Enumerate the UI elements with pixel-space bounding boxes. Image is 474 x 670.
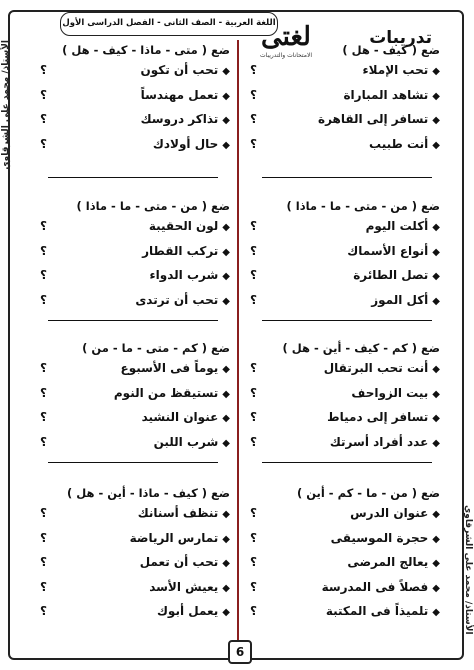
question-item: ◆أكل الموز ؟ (250, 288, 440, 313)
column-divider (237, 40, 239, 640)
exercise-instruction: ضع ( كم - كيف - أين - هل ) (282, 341, 440, 355)
question-item: ◆حجرة الموسيقى ؟ (250, 526, 440, 551)
question-item: ◆عنوان النشيد ؟ (40, 405, 230, 430)
diamond-bullet-icon: ◆ (222, 364, 230, 375)
question-item: ◆تلميذاً فى المكتبة ؟ (250, 599, 440, 624)
diamond-bullet-icon: ◆ (432, 295, 440, 307)
diamond-bullet-icon: ◆ (222, 509, 230, 520)
question-item: ◆حال أولادك ؟ (40, 132, 230, 157)
question-item: ◆أنواع الأسماك ؟ (250, 239, 440, 264)
question-item: ◆شرب الدواء ؟ (40, 263, 230, 288)
diamond-bullet-icon: ◆ (222, 558, 230, 569)
question-item: ◆أنت تحب البرتقال ؟ (250, 356, 440, 381)
section-separator (262, 177, 432, 178)
diamond-bullet-icon: ◆ (432, 66, 440, 77)
exercise-block (250, 42, 440, 156)
question-item: ◆يعيش الأسد ؟ (40, 575, 230, 600)
diamond-bullet-icon: ◆ (222, 607, 230, 618)
diamond-bullet-icon: ◆ (432, 139, 440, 151)
section-separator (48, 462, 218, 463)
section-separator (262, 462, 432, 463)
exercise-block (40, 42, 230, 156)
diamond-bullet-icon: ◆ (222, 90, 230, 102)
diamond-bullet-icon: ◆ (432, 509, 440, 520)
diamond-bullet-icon: ◆ (432, 582, 440, 594)
question-item: ◆تستيقظ من النوم ؟ (40, 381, 230, 406)
section-separator (48, 320, 218, 321)
exercise-block (250, 198, 440, 312)
exercise-instruction: ضع ( متى - ماذا - كيف - هل ) (62, 43, 230, 57)
section-separator (48, 177, 218, 178)
diamond-bullet-icon: ◆ (222, 295, 230, 307)
question-item: ◆لون الحقيبة ؟ (40, 214, 230, 239)
diamond-bullet-icon: ◆ (432, 437, 440, 449)
diamond-bullet-icon: ◆ (222, 533, 230, 545)
question-item: ◆تحب أن ترتدى ؟ (40, 288, 230, 313)
question-item: ◆عنوان الدرس ؟ (250, 501, 440, 526)
diamond-bullet-icon: ◆ (432, 388, 440, 400)
teacher-note-left: الأستاذ/ محمد على الشرقاوي (1, 40, 11, 170)
question-item: ◆يعالج المرضى ؟ (250, 550, 440, 575)
question-item: ◆تمارس الرياضة ؟ (40, 526, 230, 551)
diamond-bullet-icon: ◆ (432, 90, 440, 102)
diamond-bullet-icon: ◆ (432, 222, 440, 233)
diamond-bullet-icon: ◆ (222, 246, 230, 258)
question-item: ◆يعمل أبوك ؟ (40, 599, 230, 624)
teacher-note-right: الأستاذ/ محمد على الشرقاوي (463, 505, 473, 635)
diamond-bullet-icon: ◆ (222, 388, 230, 400)
exercise-instruction: ضع ( كم - متى - ما - من ) (82, 341, 230, 355)
diamond-bullet-icon: ◆ (432, 607, 440, 618)
question-item: ◆أنت طبيب ؟ (250, 132, 440, 157)
question-item: ◆تسافر إلى دمياط ؟ (250, 405, 440, 430)
diamond-bullet-icon: ◆ (222, 115, 230, 126)
question-item: ◆تذاكر دروسك ؟ (40, 107, 230, 132)
diamond-bullet-icon: ◆ (222, 222, 230, 233)
question-item: ◆تعمل مهندساً ؟ (40, 83, 230, 108)
question-item: ◆فصلاً فى المدرسة ؟ (250, 575, 440, 600)
diamond-bullet-icon: ◆ (222, 437, 230, 449)
question-item: ◆تصل الطائرة ؟ (250, 263, 440, 288)
diamond-bullet-icon: ◆ (222, 413, 230, 424)
diamond-bullet-icon: ◆ (432, 533, 440, 545)
exercise-instruction: ضع ( كيف - ماذا - أين - هل ) (66, 486, 230, 500)
logo-caption: الامتحانات والتدريبات (259, 52, 313, 59)
question-item: ◆تشاهد المباراة ؟ (250, 83, 440, 108)
header-subtitle: اللغة العربية - الصف الثانى - الفصل الدراسى الأول (60, 12, 278, 36)
question-item: ◆يوماً فى الأسبوع ؟ (40, 356, 230, 381)
question-item: ◆شرب اللبن ؟ (40, 430, 230, 455)
logo-text: لغتى (261, 22, 311, 52)
section-separator (262, 320, 432, 321)
exercise-block (250, 340, 440, 454)
question-item: ◆أكلت اليوم ؟ (250, 214, 440, 239)
question-item: ◆تحب أن تكون ؟ (40, 58, 230, 83)
diamond-bullet-icon: ◆ (432, 364, 440, 375)
exercise-block (40, 485, 230, 624)
exercise-block (40, 340, 230, 454)
exercise-instruction: ضع ( كيف - هل ) (342, 43, 440, 57)
diamond-bullet-icon: ◆ (222, 139, 230, 151)
diamond-bullet-icon: ◆ (432, 413, 440, 424)
question-item: ◆تحب الإملاء ؟ (250, 58, 440, 83)
question-item: ◆تركب القطار ؟ (40, 239, 230, 264)
diamond-bullet-icon: ◆ (432, 246, 440, 258)
diamond-bullet-icon: ◆ (432, 115, 440, 126)
exercise-block (40, 198, 230, 312)
page-title: تدريبات (369, 28, 432, 48)
exercise-block (250, 485, 440, 624)
diamond-bullet-icon: ◆ (222, 271, 230, 282)
question-item: ◆بيت الزواحف ؟ (250, 381, 440, 406)
exercise-instruction: ضع ( من - متى - ما - ماذا ) (76, 199, 230, 213)
question-item: ◆تحب أن تعمل ؟ (40, 550, 230, 575)
diamond-bullet-icon: ◆ (432, 271, 440, 282)
question-item: ◆عدد أفراد أسرتك ؟ (250, 430, 440, 455)
exercise-instruction: ضع ( من - ما - كم - أين ) (296, 486, 440, 500)
diamond-bullet-icon: ◆ (432, 558, 440, 569)
question-item: ◆تنظف أسنانك ؟ (40, 501, 230, 526)
diamond-bullet-icon: ◆ (222, 66, 230, 77)
diamond-bullet-icon: ◆ (222, 582, 230, 594)
question-item: ◆تسافر إلى القاهرة ؟ (250, 107, 440, 132)
page-number: 6 (228, 640, 252, 664)
exercise-instruction: ضع ( من - متى - ما - ماذا ) (286, 199, 440, 213)
